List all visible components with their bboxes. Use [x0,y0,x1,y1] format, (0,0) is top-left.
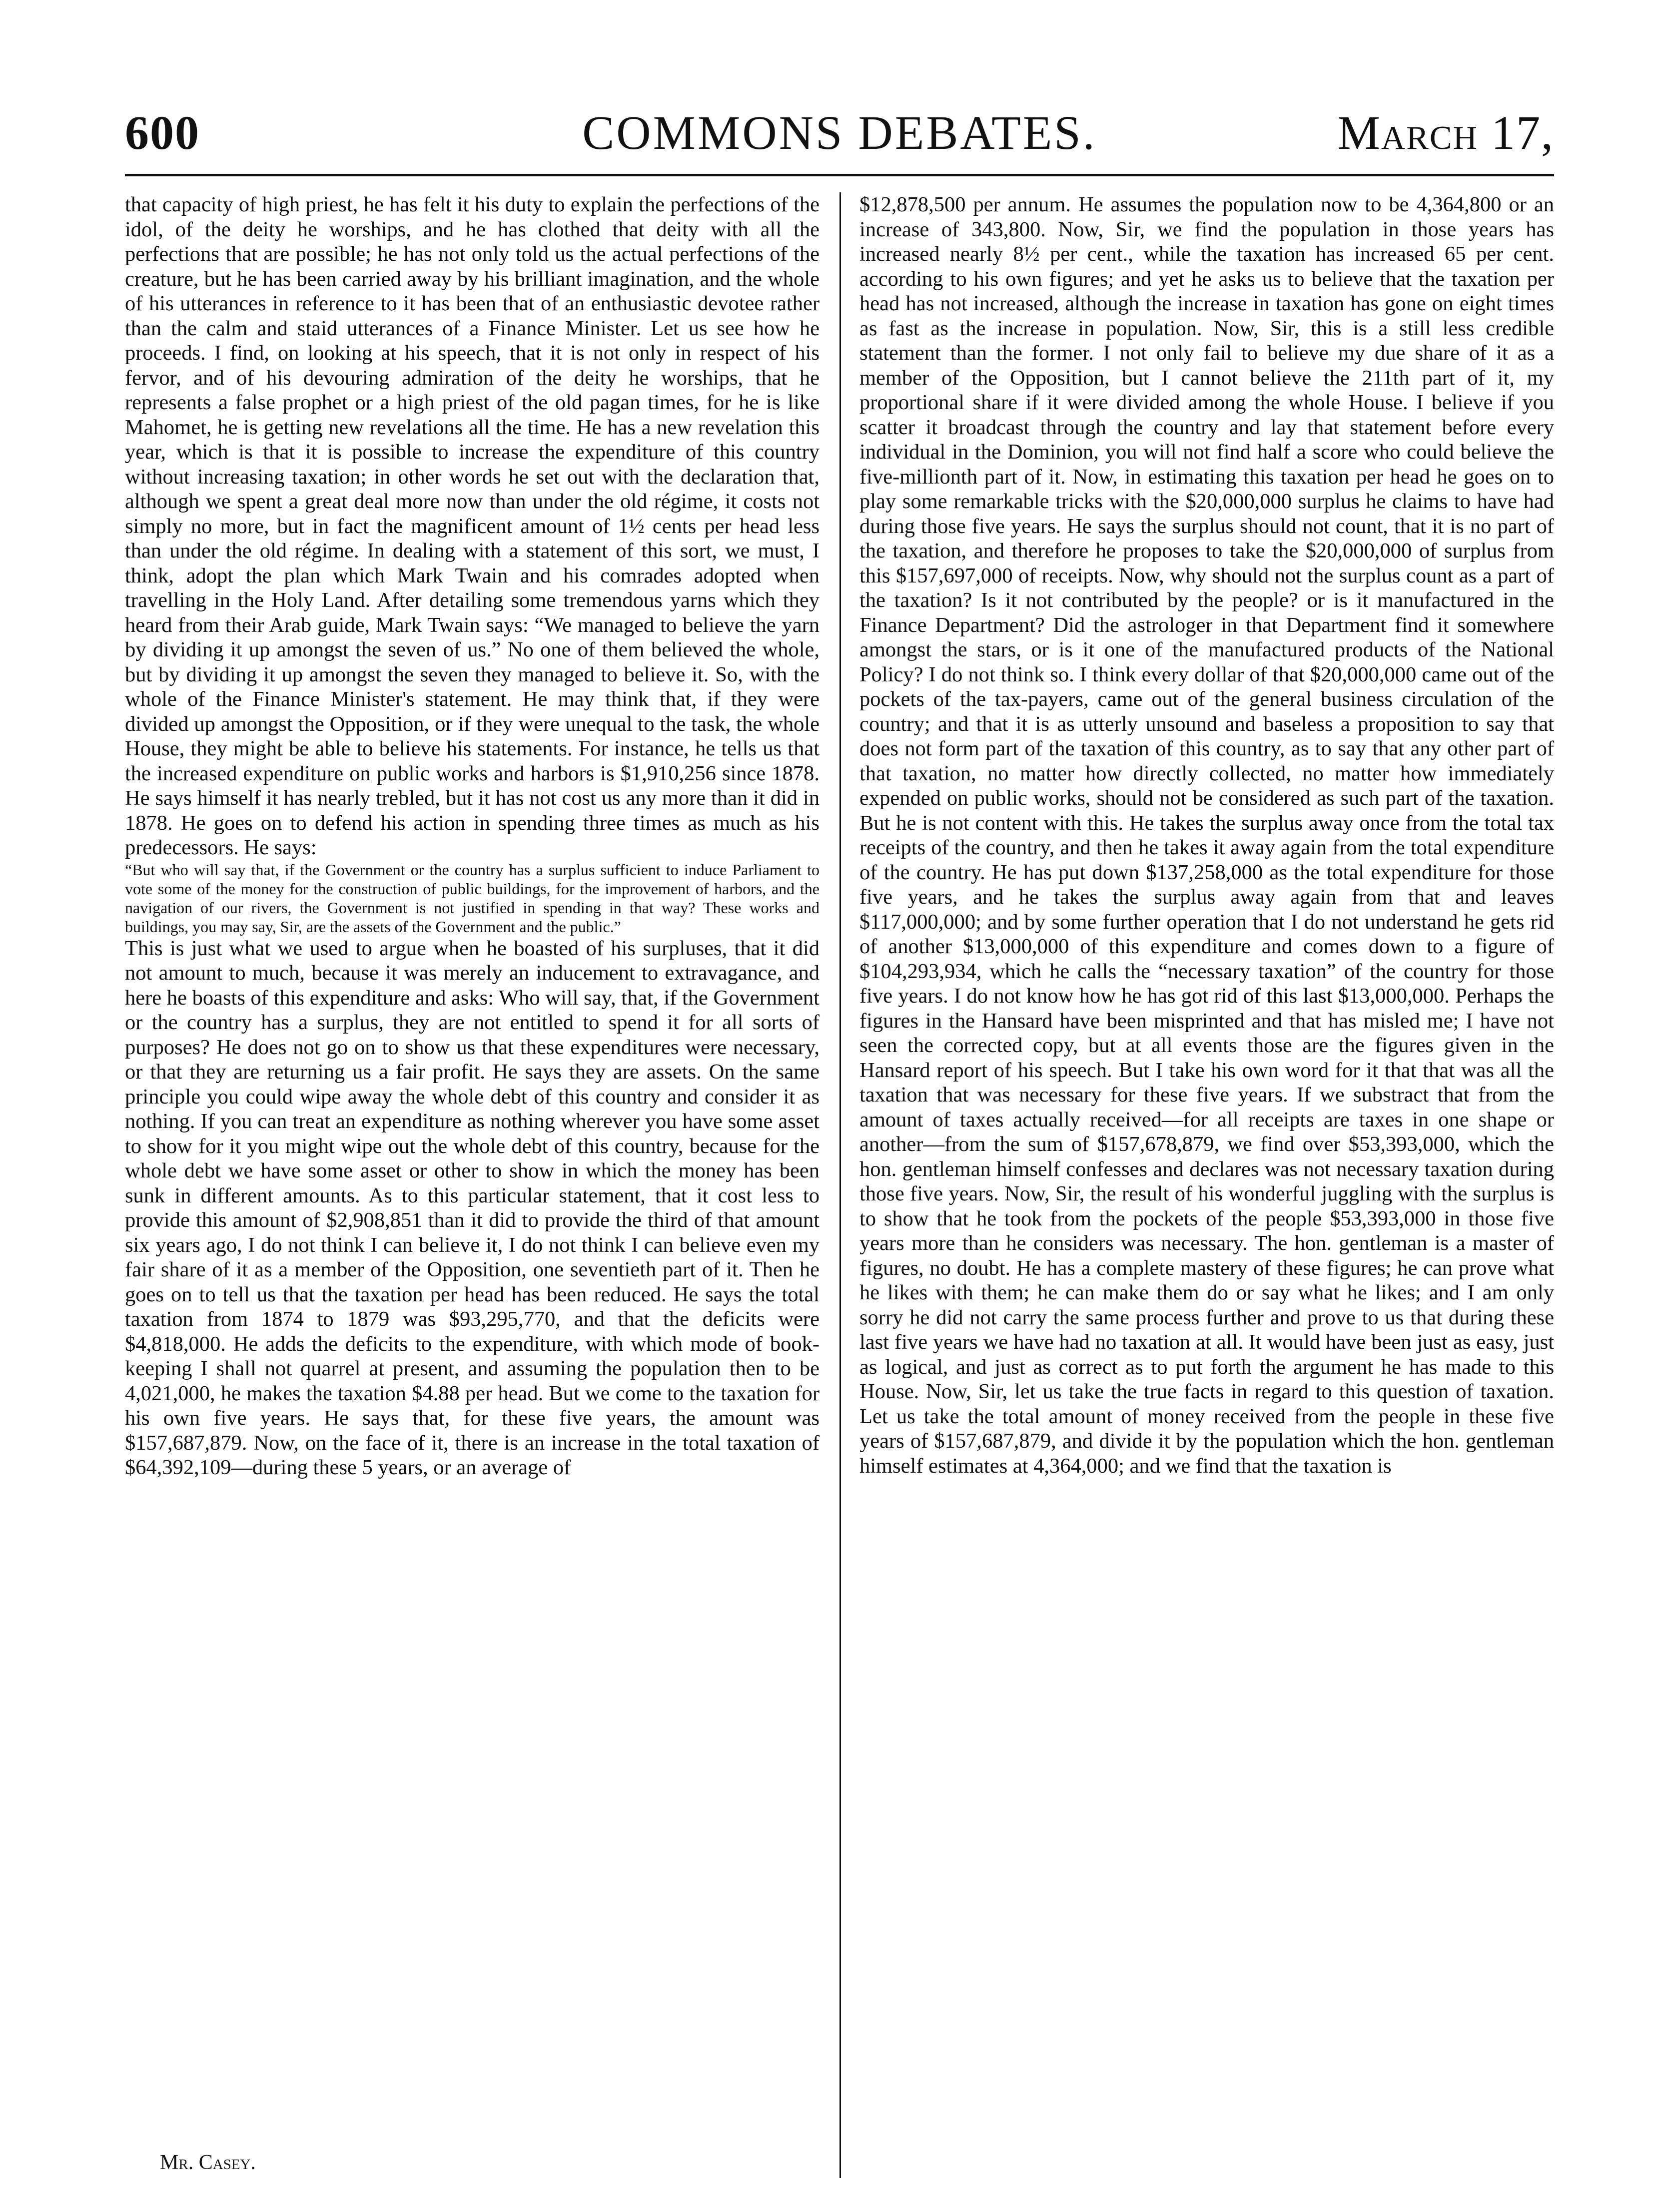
left-paragraph-2: This is just what we used to argue when he boasted of his surpluses, that it did not amount to much, because it was merely an inducement to extravagance, and here he boasts of this expenditure and asks: Who will say, that, if the Government or the country has a surplus, they are not entitled to spend it for all sorts of purposes? He does not go on to show us that these expenditures were necessary, or that they are returning us a fair profit. He says they are assets. On the same principle you could wipe away the whole debt of this country and consider it as nothing. If you can treat an expenditure as nothing wherever you have some asset to show for it you might wipe out the whole debt of this country, because for the whole debt we have some asset or other to show in which the money has been sunk in different amounts. As to this particular statement, that it cost less to provide this amount of $2,908,851 than it did to provide the third of that amount six years ago, I do not think I can believe it, I do not think I can believe even my fair share of it as a member of the Opposition, one seventieth part of it. Then he goes on to tell us that the taxation per head has been reduced. He says the total taxation from 1874 to 1879 was $93,295,770, and that the deficits were $4,818,000. He adds the deficits to the expenditure, with which mode of book-keeping I shall not quarrel at present, and assuming the population then to be 4,021,000, he makes the taxation $4.88 per head. But we come to the taxation for his own five years. He says that, for these five years, the amount was $157,687,879. Now, on the face of it, there is an increase in the total taxation of $64,392,109—during these 5 years, or an average of [125,936,820,1479]
page-date: March 17, [1337,106,1554,159]
left-paragraph-1: that capacity of high priest, he has felt it his duty to explain the perfections of the idol, of the deity he worships, and he has clothed that deity with all the perfections that are possible; he has not only told us the actual perfections of the creature, but he has been carried away by his brilliant imagination, and the whole of his utterances in reference to it has been that of an enthusiastic devotee rather than the calm and staid utterances of a Finance Minister. Let us see how he proceeds. I find, on looking at his speech, that it is not only in respect of his fervor, and of his devouring admiration of the deity he worships, that he represents a false prophet or a high priest of the old pagan times, for he is like Mahomet, he is getting new revelations all the time. He has a new revelation this year, which is that it is possible to increase the expenditure of this country without increasing taxation; in other words he set out with the declaration that, although we spent a great deal more now than under the old régime, it costs not simply no more, but in fact the magnificent amount of 1½ cents per head less than under the old régime. In dealing with a statement of this sort, we must, I think, adopt the plan which Mark Twain and his comrades adopted when travelling in the Holy Land. After detailing some tremendous yarns which they heard from their Arab guide, Mark Twain says: “We managed to believe the yarn by dividing it up amongst the seven of us.” No one of them believed the whole, but by dividing it up amongst the seven they managed to believe it. So, with the whole of the Finance Minister's statement. He may think that, if they were divided up amongst the Opposition, or if they were unequal to the task, the whole House, they might be able to believe his statements. For instance, he tells us that the increased expenditure on public works and harbors is $1,910,256 since 1878. He says himself it has nearly trebled, but it has not cost us any more than it did in 1878. He goes on to defend his action in spending three times as much as his predecessors. He says: [125,193,820,859]
speaker-name: Mr. Casey. [160,2151,256,2174]
page [125,100,1554,2178]
header-rule [125,174,1554,176]
page-number: 600 [125,106,200,159]
quoted-passage: “But who will say that, if the Government or the country has a surplus sufficient to induce Parliament to vote some of the money for the construction of public buildings, for the improvement of harbors, and the navigation of our rivers, the Government is not justified in spending in that way? These works and buildings, you may say, Sir, are the assets of the Government and the public.” [125,860,820,936]
page-header [125,100,1554,165]
left-column [125,192,820,1480]
column-divider [839,192,841,2178]
page-title: COMMONS DEBATES. [582,106,1097,159]
right-paragraph-1: $12,878,500 per annum. He assumes the population now to be 4,364,800 or an increase of 343,800. Now, Sir, we find the population in those years has increased nearly 8½ per cent., while the taxation has increased 65 per cent. according to his own figures; and yet he asks us to believe that the taxation per head has not increased, although the increase in taxation has gone on eight times as fast as the increase in population. Now, Sir, this is a still less credible statement than the former. I not only fail to believe my due share of it as a member of the Opposition, but I cannot believe the 211th part of it, my proportional share if it were divided among the whole House. I believe if you scatter it broadcast through the country and lay that statement before every individual in the Dominion, you will not find half a score who could believe the five-millionth part of it. Now, in estimating this taxation per head he goes on to play some remarkable tricks with the $20,000,000 surplus he claims to have had during those five years. He says the surplus should not count, that it is no part of the taxation, and therefore he proposes to take the $20,000,000 of surplus from this $157,697,000 of receipts. Now, why should not the surplus count as a part of the taxation? Is it not contributed by the people? or is it manufactured in the Finance Department? Did the astrologer in that Department find it somewhere amongst the stars, or is it one of the manufactured products of the National Policy? I do not think so. I think every dollar of that $20,000,000 came out of the pockets of the tax-payers, came out of the general business circulation of the country; and that it is as utterly unsound and baseless a proposition to say that does not form part of the taxation of this country, as to say that any other part of that taxation, no matter how directly collected, no matter how immediately expended on public works, should not be considered as such part of the taxation. But he is not content with this. He takes the surplus away once from the total tax receipts of the country, and then he takes it away again from the total expenditure of the country. He has put down $137,258,000 as the total expenditure for those five years, and he takes the surplus away again from that and leaves $117,000,000; and by some further operation that I do not understand he gets rid of another $13,000,000 of this expenditure and comes down to a figure of $104,293,934, which he calls the “necessary taxation” of the country for those five years. I do not know how he has got rid of this last $13,000,000. Perhaps the figures in the Hansard have been misprinted and that has misled me; I have not seen the corrected copy, but at all events those are the figures given in the Hansard report of his speech. But I take his own word for it that that was all the taxation that was necessary for these five years. If we substract that from the amount of taxes actually received—for all receipts are taxes in one shape or another—from the sum of $157,678,879, we find over $53,393,000, which the hon. gentleman himself confesses and declares was not necessary taxation during those five years. Now, Sir, the result of his wonderful juggling with the surplus is to show that he took from the pockets of the people $53,393,000 in those five years more than he considers was necessary. The hon. gentleman is a master of figures, no doubt. He has a complete mastery of these figures; he can prove what he likes with them; he can make them do or say what he likes; and I am only sorry he did not carry the same process further and prove to us that during these last five years we have had no taxation at all. It would have been just as easy, just as logical, and just as correct as to put forth the argument he has made to this House. Now, Sir, let us take the true facts in regard to this question of taxation. Let us take the total amount of money received from the people in these five years of $157,687,879, and divide it by the population which the hon. gentleman himself estimates at 4,364,000; and we find that the taxation is [859,193,1554,1478]
right-column [859,192,1554,1478]
